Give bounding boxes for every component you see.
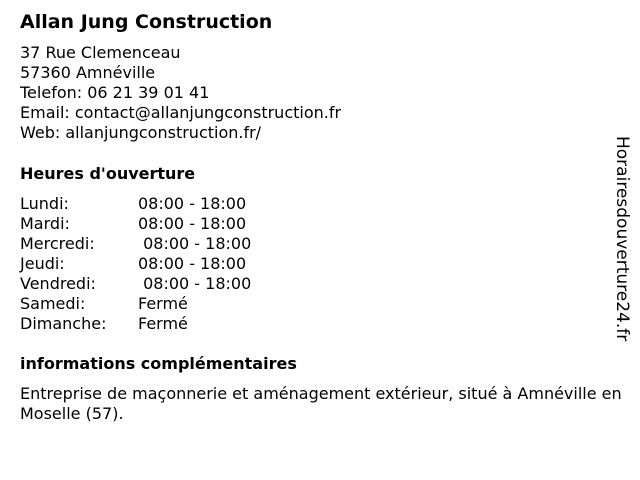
hours-value: 08:00 - 18:00 [138, 194, 247, 213]
hours-value: 08:00 - 18:00 [138, 234, 252, 253]
business-description: Entreprise de maçonnerie et aménagement extérieur, situé à Amnéville en Moselle (57). [20, 384, 622, 423]
day-label: Vendredi: [20, 274, 96, 293]
address-block [20, 43, 341, 143]
hours-row-tuesday [20, 214, 251, 234]
info-heading: informations complémentaires [20, 354, 297, 373]
hours-value: 08:00 - 18:00 [138, 274, 252, 293]
hours-row-thursday [20, 254, 251, 274]
day-label: Dimanche: [20, 314, 107, 333]
hours-value: 08:00 - 18:00 [138, 254, 247, 273]
hours-value: Fermé [138, 294, 188, 313]
company-name: Allan Jung Construction [20, 11, 273, 33]
street-address: 37 Rue Clemenceau [20, 43, 181, 62]
day-label: Lundi: [20, 194, 69, 213]
hours-row-monday [20, 194, 251, 214]
hours-row-saturday [20, 294, 251, 314]
hours-value: Fermé [138, 314, 188, 333]
side-brand-text: Horairesdouverture24.fr [612, 136, 632, 342]
hours-row-friday [20, 274, 251, 294]
day-label: Mardi: [20, 214, 70, 233]
hours-heading: Heures d'ouverture [20, 164, 196, 183]
day-label: Mercredi: [20, 234, 95, 253]
hours-row-wednesday [20, 234, 251, 254]
hours-value: 08:00 - 18:00 [138, 214, 247, 233]
phone-number: Telefon: 06 21 39 01 41 [20, 83, 210, 102]
email-address: Email: contact@allanjungconstruction.fr [20, 103, 342, 122]
day-label: Samedi: [20, 294, 86, 313]
day-label: Jeudi: [20, 254, 65, 273]
website: Web: allanjungconstruction.fr/ [20, 123, 262, 142]
hours-table [20, 194, 251, 334]
city-postal: 57360 Amnéville [20, 63, 156, 82]
hours-row-sunday [20, 314, 251, 334]
